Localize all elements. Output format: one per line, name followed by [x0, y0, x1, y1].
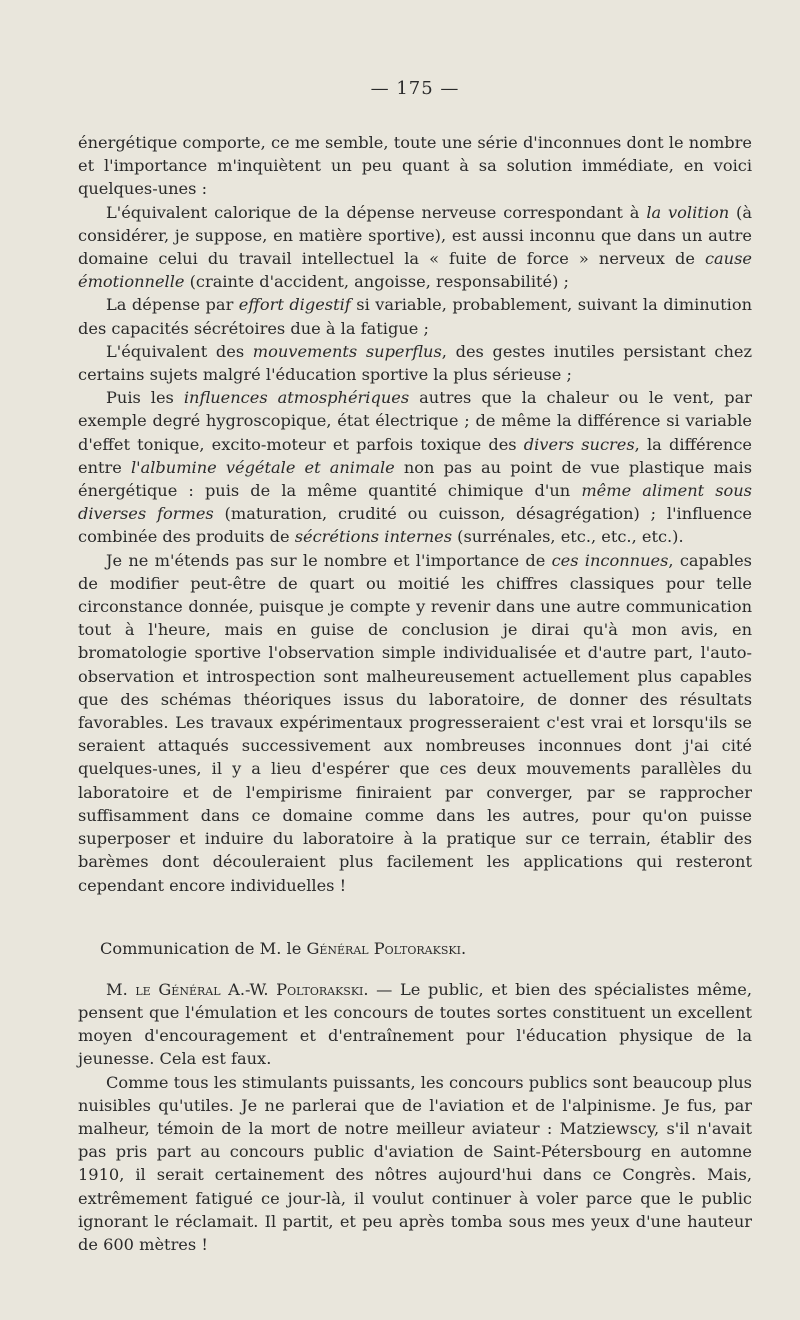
paragraph — [78, 293, 752, 339]
heading-name: Général Poltorakski — [306, 938, 461, 958]
text-segment: Je ne m'étends pas sur le nombre et l'importance de — [106, 550, 552, 570]
text-segment: M. — [106, 979, 136, 999]
text-segment: (à considérer, je suppose, en matière sportive), est aussi inconnu que dans un autre domaine celui du travail intellectuel la « fuite de force » nerveux de — [78, 202, 752, 269]
italic-text: cause émotionnelle — [78, 249, 752, 292]
text-segment: autres que la chaleur ou le vent, par exemple degré hygroscopique, état électrique ; de même la différence si variable d'effet tonique, excito-moteur et parfois toxique des — [78, 388, 752, 454]
section-heading — [100, 937, 752, 960]
text-segment: si variable, probablement, suivant la diminution des capacités sécrétoires due à la fatigue ; — [78, 295, 752, 338]
text-segment: A.-W. — [220, 979, 277, 999]
italic-text: divers sucres — [523, 434, 635, 454]
paragraph — [78, 1071, 752, 1257]
italic-text: influences atmosphériques — [183, 388, 410, 408]
italic-text: l'albumine végétale et animale — [130, 457, 395, 477]
text-segment: Puis les — [106, 388, 184, 408]
text-segment: , des gestes inutiles persistant chez certains sujets malgré l'éducation sportive la plus sérieuse ; — [78, 341, 752, 385]
text-segment: . — Le public, et bien des spécialistes même, pensent que l'émulation et les concours de toutes sortes constituent un excellent moyen d'encouragement et d'entraînement pour l'éducation physique de la jeunesse. Cela est faux. — [78, 979, 752, 1069]
text-segment: Comme tous les stimulants puissants, les concours publics sont beaucoup plus nuisibles qu'utiles. Je ne parlerai que de l'aviation et de l'alpinisme. Je fus, par malheur, témoin de la mort de notre meilleur aviateur : Matziewscy, s'il n'avait pas pris part au concours public d'aviation de Saint-Pétersbourg en automne 1910, il serait certainement des nôtres aujourd'hui dans ce Congrès. Mais, extrêmement fatigué ce jour-là, il voulut continuer à voler parce que le public ignorant le réclamait. Il partit, et peu après tomba sous mes yeux d'une hauteur de 600 mètres ! — [78, 1072, 752, 1254]
paragraph — [78, 978, 752, 1071]
heading-prefix: Communication de M. le — [100, 938, 307, 958]
italic-text: sécrétions internes — [294, 527, 453, 547]
paragraph — [78, 549, 752, 897]
text-segment: (surrénales, etc., etc., etc.). — [452, 527, 684, 547]
body-text-bottom — [78, 978, 752, 1256]
text-segment: énergétique comporte, ce me semble, toute une série d'inconnues dont le nombre et l'importance m'inquiètent un peu quant à sa solution immédiate, en voici quelques-unes : — [78, 133, 752, 199]
paragraph — [78, 201, 752, 294]
text-segment: , capables de modifier peut-être de quart ou moitié les chiffres classiques pour telle circonstance donnée, puisque je compte y revenir dans une autre communication tout à l'heure, mais en guise de conclusion je dirai qu'à mon avis, en bromatologie sportive l'observation simple individualisée et d'autre part, l'auto-observation et introspection sont malheureusement actuellement plus capables que des schémas théoriques issus du laboratoire, de donner des résultats favorables. Les travaux expérimentaux progresseraient c'est vrai et lorsqu'ils se seraient attaqués successivement aux nombreuses inconnues dont j'ai cité quelques-unes, il y a lieu d'espérer que ces deux mouvements parallèles du laboratoire et de l'empirisme finiraient par converger, par se rapprocher suffisamment dans ce domaine comme dans les autres, pour qu'on puisse superposer et induire du laboratoire à la pratique sur ce terrain, établir des barèmes dont découleraient plus facilement les applications qui resteront cependant encore individuelles ! — [78, 550, 752, 895]
text-segment: , la différence entre — [78, 434, 752, 477]
small-caps-text: Poltorakski — [276, 979, 364, 999]
heading-suffix: . — [460, 938, 467, 958]
italic-text: ces inconnues — [551, 550, 669, 570]
italic-text: la volition — [646, 202, 730, 222]
italic-text: mouvements superflus — [252, 341, 442, 361]
text-segment: (maturation, crudité ou cuisson, désagrégation) ; l'influence combinée des produits de — [78, 504, 752, 547]
paragraph — [78, 340, 752, 386]
page-number: — 175 — — [370, 78, 460, 99]
italic-text: effort digestif — [238, 295, 351, 315]
paragraph — [78, 386, 752, 548]
text-segment: (crainte d'accident, angoisse, responsabilité) ; — [184, 272, 570, 292]
text-segment: non pas au point de vue plastique mais énergétique : puis de la même quantité chimique d'un — [78, 457, 752, 501]
text-segment: L'équivalent calorique de la dépense nerveuse correspondant à — [106, 202, 647, 222]
text-segment: L'équivalent des — [106, 341, 253, 361]
small-caps-text: le Général — [135, 979, 221, 999]
italic-text: même aliment sous diverses formes — [78, 481, 752, 524]
paragraph — [78, 131, 752, 201]
text-segment: La dépense par — [106, 295, 239, 315]
body-text-top — [78, 131, 752, 897]
